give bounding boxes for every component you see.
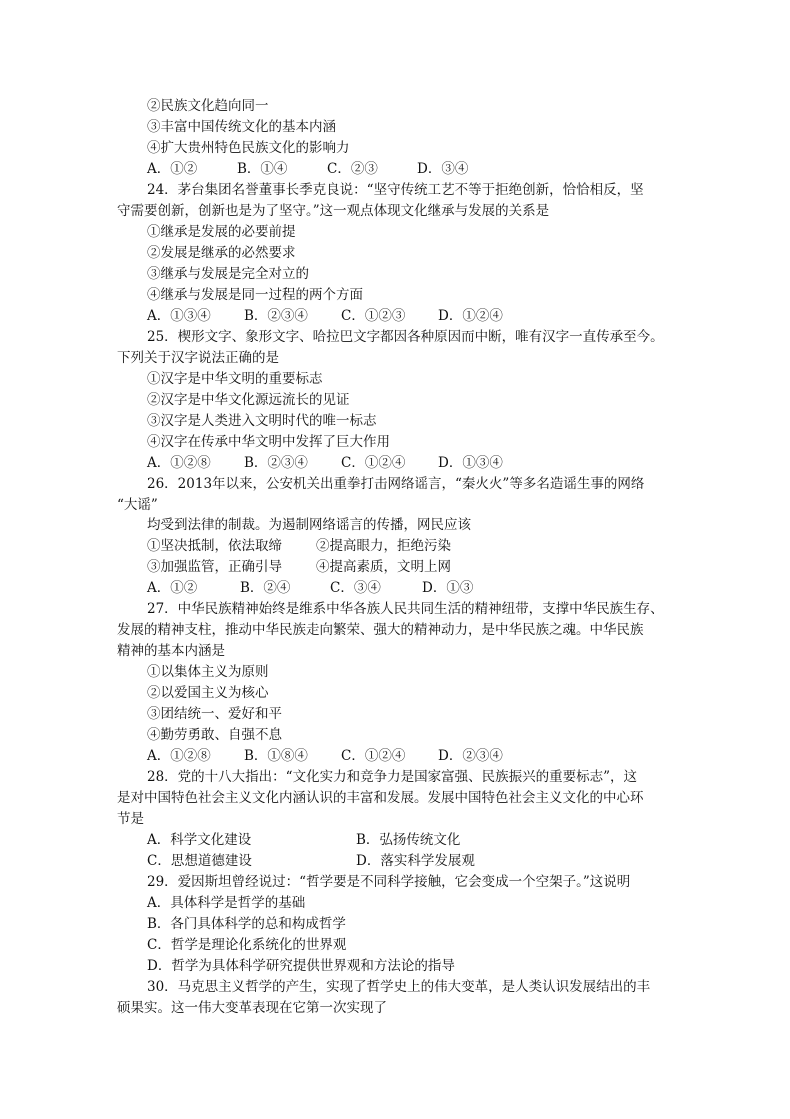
q26-stem-line-1: 26．2013年以来，公安机关出重拳打击网络谣言，“秦火火”等多名造谣生事的网络 bbox=[147, 476, 645, 492]
q26-choice-3: ③加强监管，正确引导 bbox=[147, 559, 282, 575]
q25-stem-line-1: 25．楔形文字、象形文字、哈拉巴文字都因各种原因而中断，唯有汉字一直传承至今。 bbox=[147, 329, 664, 345]
q27-stem-line-3: 精神的基本内涵是 bbox=[117, 643, 225, 659]
q24-option-c: C．①②③ bbox=[341, 308, 406, 324]
q24-choice-3: ③继承与发展是完全对立的 bbox=[147, 266, 309, 282]
q26-choice-2: ②提高眼力，拒绝污染 bbox=[316, 538, 451, 554]
q24-choice-2: ②发展是继承的必然要求 bbox=[147, 245, 296, 261]
q23-option-a: A．①② bbox=[147, 161, 198, 177]
q24-stem-line-1: 24．茅台集团名誉董事长季克良说：“坚守传统工艺不等于拒绝创新，恰恰相反，坚 bbox=[147, 182, 644, 198]
q27-option-c: C．①②④ bbox=[341, 748, 406, 764]
q28-option-a: A．科学文化建设 bbox=[147, 832, 252, 848]
q29-option-a: A．具体科学是哲学的基础 bbox=[147, 895, 306, 911]
q27-stem-line-1: 27．中华民族精神始终是维系中华各族人民共同生活的精神纽带，支撑中华民族生存、 bbox=[147, 601, 664, 617]
q26-option-d: D．①③ bbox=[422, 580, 474, 596]
q28-stem-line-3: 节是 bbox=[117, 811, 144, 827]
q25-choice-4: ④汉字在传承中华文明中发挥了巨大作用 bbox=[147, 434, 390, 450]
q27-choice-1: ①以集体主义为原则 bbox=[147, 664, 269, 680]
q30-stem-line-2: 硕果实。这一伟大变革表现在它第一次实现了 bbox=[117, 1000, 387, 1016]
q26-option-c: C．③④ bbox=[330, 580, 381, 596]
q24-option-a: A．①③④ bbox=[147, 308, 211, 324]
q24-choice-4: ④继承与发展是同一过程的两个方面 bbox=[147, 287, 363, 303]
q27-choice-2: ②以爱国主义为核心 bbox=[147, 685, 269, 701]
q26-stem-line-3: 均受到法律的制裁。为遏制网络谣言的传播，网民应该 bbox=[147, 517, 471, 533]
q24-choice-1: ①继承是发展的必要前提 bbox=[147, 224, 296, 240]
q25-option-b: B．②③④ bbox=[244, 455, 308, 471]
q28-option-c: C．思想道德建设 bbox=[147, 853, 252, 869]
q27-option-a: A．①②⑧ bbox=[147, 748, 211, 764]
q25-choice-2: ②汉字是中华文化源远流长的见证 bbox=[147, 392, 350, 408]
q28-option-b: B．弘扬传统文化 bbox=[356, 832, 461, 848]
q26-option-b: B．②④ bbox=[240, 580, 291, 596]
q28-option-d: D．落实科学发展观 bbox=[356, 853, 475, 869]
q26-choice-4: ④提高素质，文明上网 bbox=[316, 559, 451, 575]
q26-option-a: A．①② bbox=[147, 580, 198, 596]
q29-option-d: D．哲学为具体科学研究提供世界观和方法论的指导 bbox=[147, 958, 455, 974]
q25-option-c: C．①②④ bbox=[341, 455, 406, 471]
q30-stem-line-1: 30．马克思主义哲学的产生，实现了哲学史上的伟大变革，是人类认识发展结出的丰 bbox=[147, 979, 651, 995]
q23-choice-2: ②民族文化趋向同一 bbox=[147, 98, 269, 114]
q24-option-d: D．①②④ bbox=[438, 308, 503, 324]
q25-option-a: A．①②⑧ bbox=[147, 455, 211, 471]
q28-stem-line-2: 是对中国特色社会主义文化内涵认识的丰富和发展。发展中国特色社会主义文化的中心环 bbox=[117, 790, 644, 806]
q26-stem-line-2: “大谣” bbox=[117, 497, 158, 513]
q29-option-c: C．哲学是理论化系统化的世界观 bbox=[147, 937, 347, 953]
q23-option-b: B．①④ bbox=[237, 161, 288, 177]
q25-stem-line-2: 下列关于汉字说法正确的是 bbox=[117, 350, 279, 366]
q26-choice-1: ①坚决抵制，依法取缔 bbox=[147, 538, 282, 554]
q27-choice-4: ④勤劳勇敢、自强不息 bbox=[147, 727, 282, 743]
q25-choice-3: ③汉字是人类进入文明时代的唯一标志 bbox=[147, 413, 377, 429]
q27-option-d: D．②③④ bbox=[438, 748, 503, 764]
q23-option-c: C．②③ bbox=[327, 161, 378, 177]
q27-choice-3: ③团结统一、爱好和平 bbox=[147, 706, 282, 722]
q27-option-b: B．①⑧④ bbox=[244, 748, 308, 764]
q27-stem-line-2: 发展的精神支柱，推动中华民族走向繁荣、强大的精神动力，是中华民族之魂。中华民族 bbox=[117, 622, 644, 638]
q28-stem-line-1: 28．党的十八大指出：“文化实力和竞争力是国家富强、民族振兴的重要标志”，这 bbox=[147, 769, 637, 785]
q24-option-b: B．②③④ bbox=[244, 308, 308, 324]
q29-option-b: B．各门具体科学的总和构成哲学 bbox=[147, 916, 346, 932]
q23-choice-4: ④扩大贵州特色民族文化的影响力 bbox=[147, 140, 350, 156]
q25-option-d: D．①③④ bbox=[438, 455, 503, 471]
q23-option-d: D．③④ bbox=[417, 161, 469, 177]
q29-stem: 29．爱因斯坦曾经说过：“哲学要是不同科学接触，它会变成一个空架子。”这说明 bbox=[147, 874, 631, 890]
q24-stem-line-2: 守需要创新，创新也是为了坚守。”这一观点体现文化继承与发展的关系是 bbox=[117, 203, 550, 219]
q25-choice-1: ①汉字是中华文明的重要标志 bbox=[147, 371, 323, 387]
q23-choice-3: ③丰富中国传统文化的基本内涵 bbox=[147, 119, 336, 135]
